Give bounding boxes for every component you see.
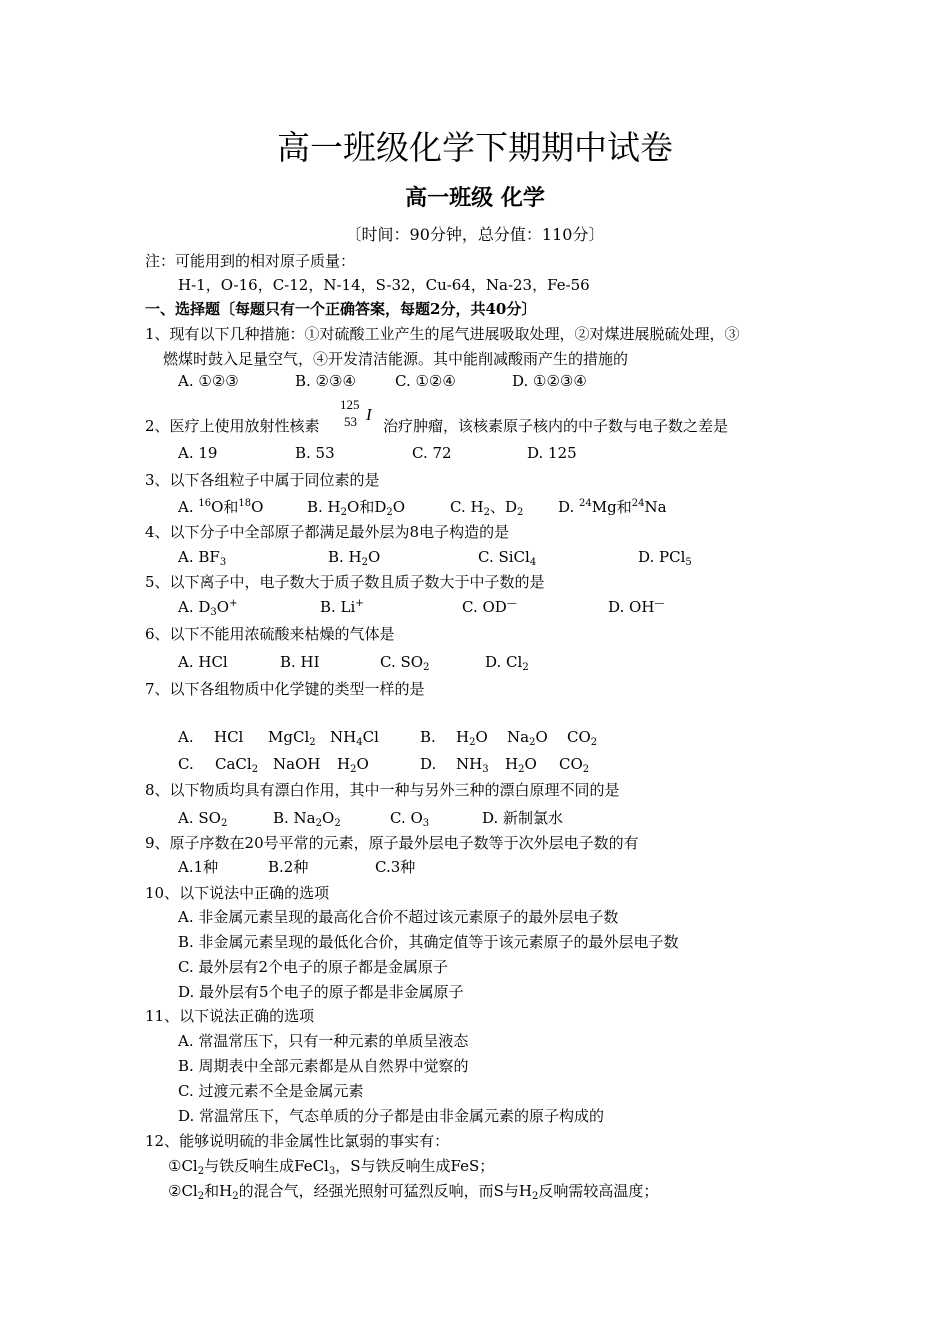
q7-option-b-label: B. bbox=[420, 728, 436, 746]
nuclide-atomic-number: 53 bbox=[344, 414, 357, 429]
q7-d-item-3: $CO_2$ bbox=[559, 755, 590, 775]
q5-option-d: D. OH— bbox=[608, 598, 665, 616]
q7-c-item-1: CaCl$_2$ bbox=[215, 755, 259, 775]
q7-d-item-1: $NH_3$ bbox=[456, 755, 489, 775]
q10-option-d: D. 最外层有5个电子的原子都是非金属原子 bbox=[178, 983, 464, 1001]
q4-option-c: C. SiCl$_4$ bbox=[478, 548, 537, 568]
q11-option-b: B. 周期表中全部元素都是从自然界中觉察的 bbox=[178, 1057, 469, 1075]
q6-option-a: A. HCl bbox=[178, 653, 228, 671]
q4-option-a: A. $BF_3$ bbox=[178, 548, 227, 568]
q9-option-b: B.2种 bbox=[268, 858, 309, 876]
q2-option-b: B. 53 bbox=[295, 444, 335, 462]
q11-option-d: D. 常温常压下，气态单质的分子都是由非金属元素的原子构成的 bbox=[178, 1107, 605, 1125]
exam-title: 高一班级化学下期期中试卷 bbox=[277, 128, 673, 167]
q7-c-item-3: $H_2O$ bbox=[337, 755, 369, 775]
q10-option-a: A. 非金属元素呈现的最高化合价不超过该元素原子的最外层电子数 bbox=[178, 908, 619, 926]
q1-stem-line-2: 燃煤时鼓入足量空气，④开发清洁能源。其中能削减酸雨产生的措施的 bbox=[163, 350, 629, 368]
q4-stem: 4、以下分子中全部原子都满足最外层为8电子构造的是 bbox=[145, 523, 510, 541]
q7-option-c-label: C. bbox=[178, 755, 194, 773]
q10-option-c: C. 最外层有2个电子的原子都是金属原子 bbox=[178, 958, 449, 976]
nuclide-element-symbol: I bbox=[366, 405, 372, 424]
note-line-1: 注：可能用到的相对原子质量： bbox=[145, 252, 356, 270]
q9-option-c: C.3种 bbox=[375, 858, 416, 876]
q1-option-d: D. ①②③④ bbox=[512, 372, 587, 390]
q7-option-a-label: A. bbox=[178, 728, 194, 746]
section-1-heading: 一、选择题〔每题只有一个正确答案，每题2分，共40分〕 bbox=[145, 300, 537, 318]
q10-option-b: B. 非金属元素呈现的最低化合价，其确定值等于该元素原子的最外层电子数 bbox=[178, 933, 679, 951]
q3-option-d: D. $^{24}$Mg和$^{24}$Na bbox=[558, 498, 667, 516]
q11-option-a: A. 常温常压下，只有一种元素的单质呈液态 bbox=[178, 1032, 469, 1050]
q3-option-b: B. $H_2O$和$D_2O$ bbox=[307, 498, 406, 518]
q3-option-c: C. $H_2$、$D_2$ bbox=[450, 498, 524, 518]
q8-stem: 8、以下物质均具有漂白作用，其中一种与另外三种的漂白原理不同的是 bbox=[145, 781, 620, 799]
q5-option-b: B. Li+ bbox=[320, 598, 364, 616]
q2-option-d: D. 125 bbox=[527, 444, 577, 462]
q11-option-c: C. 过渡元素不全是金属元素 bbox=[178, 1082, 364, 1100]
q10-stem: 10、以下说法中正确的选项 bbox=[145, 884, 330, 902]
nuclide-mass-number: 125 bbox=[340, 397, 360, 412]
q9-option-a: A.1种 bbox=[178, 858, 219, 876]
q9-stem: 9、原子序数在20号平常的元素，原子最外层电子数等于次外层电子数的有 bbox=[145, 834, 639, 852]
q1-option-c: C. ①②④ bbox=[395, 372, 456, 390]
nuclide-iodine-125-symbol bbox=[338, 396, 380, 432]
q12-statement-1: $①Cl_2$与铁反响生成FeCl$_3$，S与铁反响生成FeS； bbox=[168, 1157, 495, 1177]
q5-stem: 5、以下离子中，电子数大于质子数且质子数大于中子数的是 bbox=[145, 573, 545, 591]
q7-option-d-label: D. bbox=[420, 755, 437, 773]
q1-option-b: B. ②③④ bbox=[295, 372, 356, 390]
q3-option-a: A. $^{16}$O和$^{18}$O bbox=[178, 498, 264, 516]
q2-stem-pre: 2、医疗上使用放射性核素 bbox=[145, 417, 320, 435]
exam-time-score: 〔时间：90分钟，总分值：110分〕 bbox=[345, 225, 605, 244]
q6-stem: 6、以下不能用浓硫酸来枯燥的气体是 bbox=[145, 625, 395, 643]
q6-option-c: C. $SO_2$ bbox=[380, 653, 430, 673]
note-line-2: H-1，O-16，C-12，N-14，S-32，Cu-64，Na-23，Fe-56 bbox=[178, 276, 590, 294]
q2-option-c: C. 72 bbox=[412, 444, 452, 462]
q7-d-item-2: $H_2O$ bbox=[505, 755, 537, 775]
q1-option-a: A. ①②③ bbox=[178, 372, 239, 390]
q4-option-d: D. PCl$_5$ bbox=[638, 548, 692, 568]
q7-c-item-2: NaOH bbox=[273, 755, 321, 773]
exam-subtitle: 高一班级 化学 bbox=[405, 185, 545, 211]
q12-stem: 12、能够说明硫的非金属性比氯弱的事实有： bbox=[145, 1132, 450, 1150]
q6-option-d: D. $Cl_2$ bbox=[485, 653, 529, 673]
q8-option-d: D. 新制氯水 bbox=[482, 809, 564, 827]
q7-a-item-1: HCl bbox=[214, 728, 244, 746]
q5-option-c: C. OD— bbox=[462, 598, 517, 616]
q7-stem: 7、以下各组物质中化学键的类型一样的是 bbox=[145, 680, 425, 698]
q2-stem-post: 治疗肿瘤，该核素原子核内的中子数与电子数之差是 bbox=[383, 417, 729, 435]
q8-option-b: B. $Na_2O_2$ bbox=[273, 809, 341, 829]
q7-b-item-3: $CO_2$ bbox=[567, 728, 598, 748]
q6-option-b: B. HI bbox=[280, 653, 320, 671]
q11-stem: 11、以下说法正确的选项 bbox=[145, 1007, 315, 1025]
q4-option-b: B. $H_2O$ bbox=[328, 548, 381, 568]
q2-option-a: A. 19 bbox=[178, 444, 218, 462]
q8-option-a: A. $SO_2$ bbox=[178, 809, 228, 829]
q7-a-item-2: MgCl$_2$ bbox=[268, 728, 316, 748]
q1-stem-line-1: 1、现有以下几种措施：①对硫酸工业产生的尾气进展吸取处理，②对煤进展脱硫处理，③ bbox=[145, 325, 740, 343]
q7-b-item-1: $H_2O$ bbox=[456, 728, 488, 748]
q5-option-a: A. $D_3O^+$ bbox=[178, 598, 238, 618]
q12-statement-2: $②Cl_2$和$H_2$的混合气，经强光照射可猛烈反响，而S与$H_2$反响需较高温度； bbox=[168, 1182, 659, 1202]
q7-a-item-3: $NH_4Cl$ bbox=[330, 728, 379, 748]
q7-b-item-2: $Na_2O$ bbox=[507, 728, 548, 748]
q3-stem: 3、以下各组粒子中属于同位素的是 bbox=[145, 471, 380, 489]
q8-option-c: C. $O_3$ bbox=[390, 809, 430, 829]
